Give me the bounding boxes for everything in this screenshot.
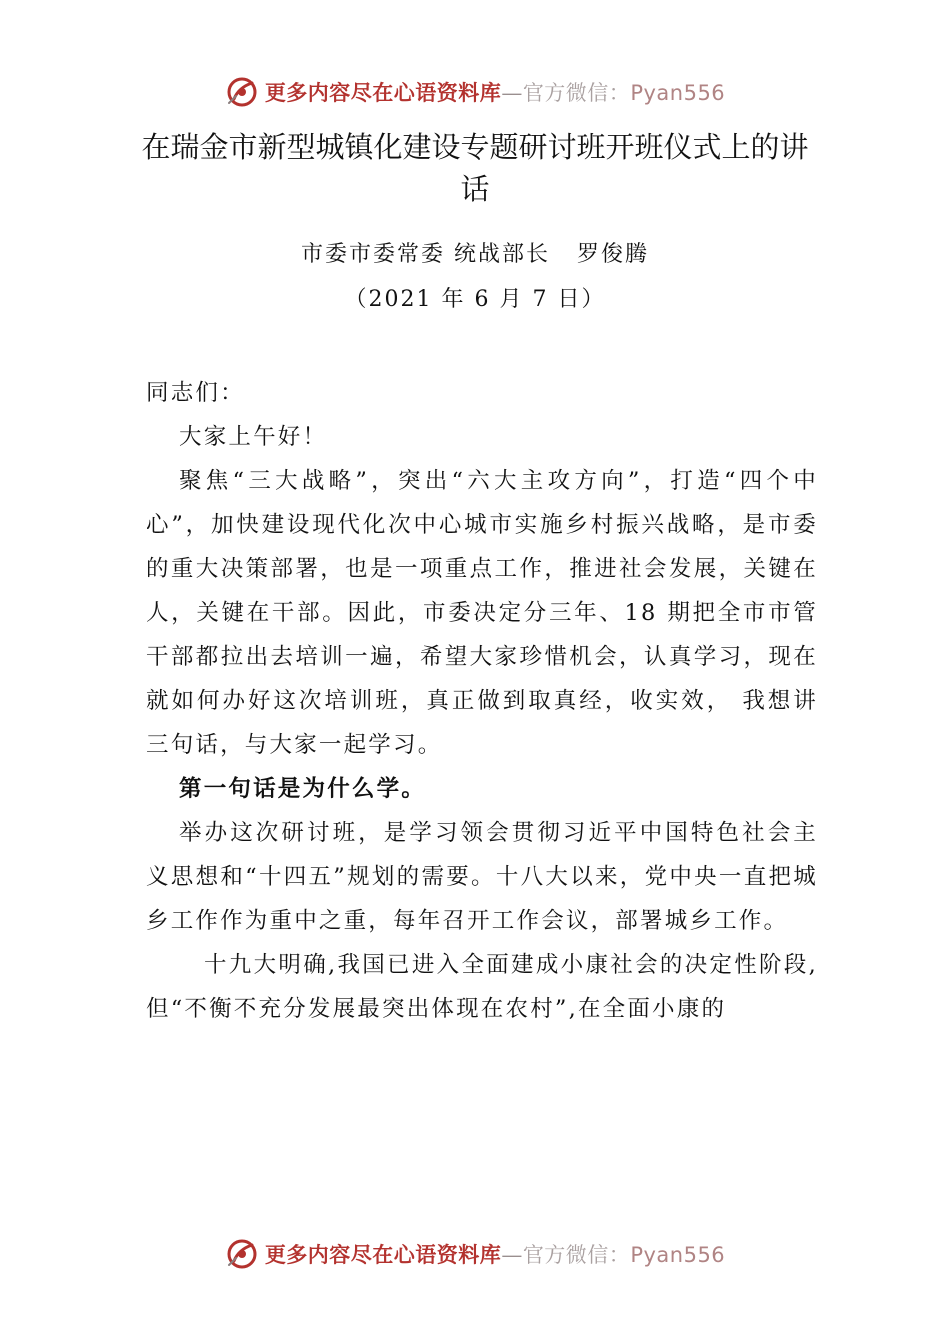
- watermark-inner-bottom: [225, 1237, 725, 1271]
- watermark-text-bottom: [265, 1239, 725, 1269]
- watermark-wechat-label: 官方微信：: [522, 81, 631, 105]
- paragraph-2: 举办这次研讨班，是学习领会贯彻习近平中国特色社会主义思想和“十四五”规划的需要。十八大以来，党中央一直把城乡工作作为重中之重，每年召开工作会议，部署城乡工作。: [146, 820, 818, 934]
- document-byline: 市委市委常委 统战部长 罗俊腾: [301, 242, 649, 267]
- watermark-inner: [225, 75, 725, 109]
- watermark-separator: —: [501, 1243, 523, 1267]
- brand-logo-icon: [225, 75, 259, 109]
- paragraph-3: 十九大明确,我国已进入全面建成小康社会的决定性阶段,但“不衡不充分发展最突出体现在农村”,在全面小康的: [146, 952, 818, 1022]
- watermark-banner-top: [0, 72, 950, 112]
- section-heading-1: 第一句话是为什么学。: [179, 776, 427, 802]
- watermark-wechat-id: Pyan556: [630, 81, 726, 105]
- watermark-wechat-id: Pyan556: [630, 1243, 726, 1267]
- document-title: 在瑞金市新型城镇化建设专题研讨班开班仪式上的讲话: [141, 130, 809, 206]
- watermark-separator: —: [501, 81, 523, 105]
- document-date: （2021 年 6 月 7 日）: [344, 287, 606, 312]
- watermark-wechat-label: 官方微信：: [522, 1243, 631, 1267]
- watermark-main-text: 更多内容尽在心语资料库: [264, 80, 502, 105]
- watermark-banner-bottom: [0, 1234, 950, 1274]
- watermark-text: [265, 77, 725, 107]
- greeting: 大家上午好！: [179, 424, 328, 450]
- salutation: 同志们：: [146, 380, 245, 406]
- watermark-main-text: 更多内容尽在心语资料库: [264, 1242, 502, 1267]
- document-body: [146, 371, 818, 1031]
- paragraph-1: 聚焦“三大战略”，突出“六大主攻方向”，打造“四个中心”，加快建设现代化次中心城市实施乡村振兴战略，是市委的重大决策部署，也是一项重点工作，推进社会发展，关键在人，关键在干部。因此，市委决定分三年、18 期把全市市管干部都拉出去培训一遍，希望大家珍惜机会，认真学习，现在就如何办好这次培训班，真正做到取真经，收实效， 我想讲三句话，与大家一起学习。: [146, 468, 818, 758]
- brand-logo-icon: [225, 1237, 259, 1271]
